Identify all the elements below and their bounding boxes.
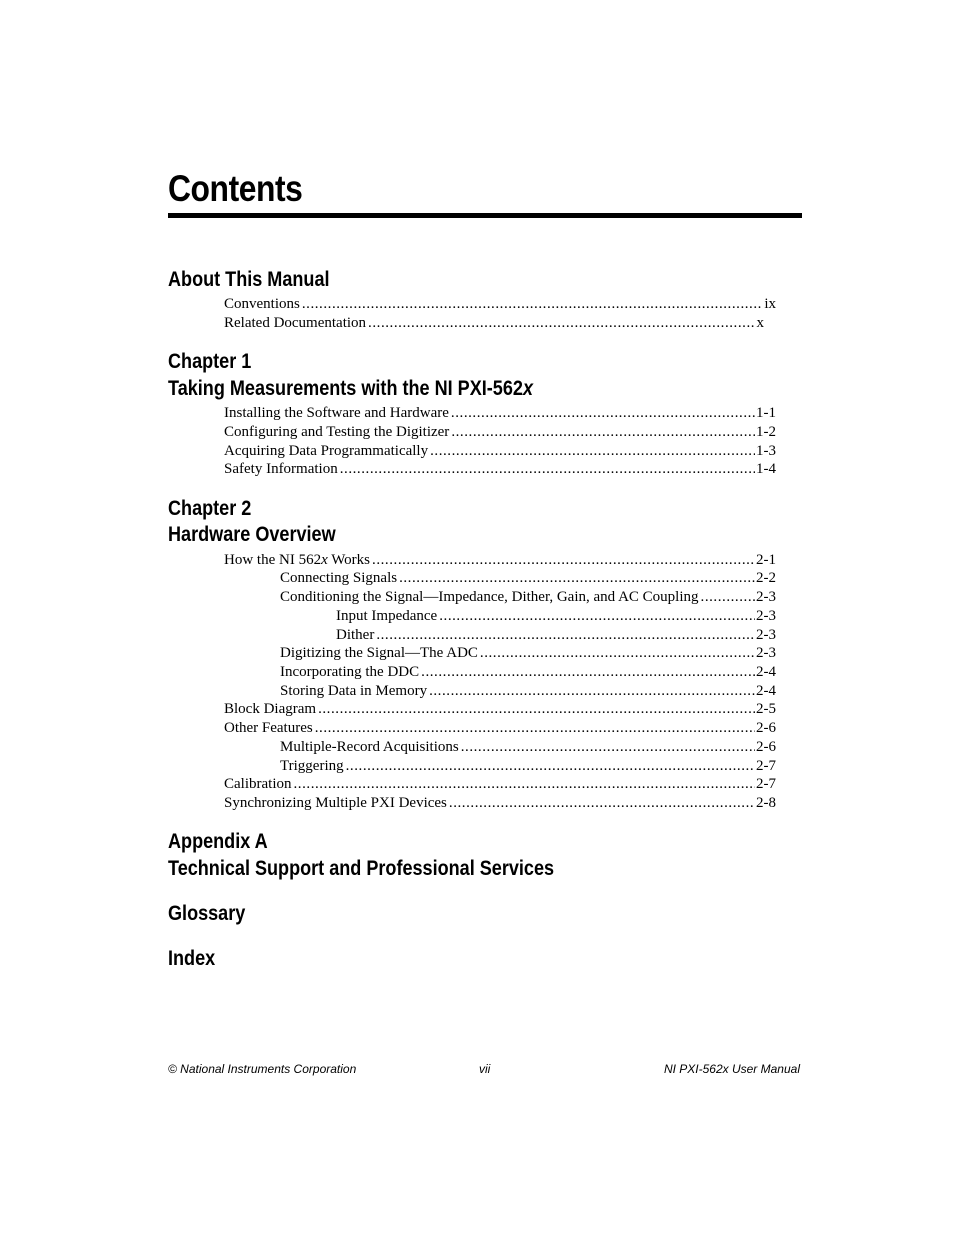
toc-entry[interactable] bbox=[224, 295, 776, 314]
leader-dots bbox=[294, 775, 756, 794]
toc-entry[interactable] bbox=[280, 757, 776, 776]
toc-entry-label: Triggering bbox=[280, 758, 344, 774]
section-heading-index: Index bbox=[168, 947, 216, 970]
leader-dots bbox=[340, 460, 755, 479]
leader-dots bbox=[480, 644, 755, 663]
footer-page-number: vii bbox=[479, 1062, 491, 1076]
leader-dots bbox=[318, 700, 755, 719]
toc-entry-page: 1-1 bbox=[756, 405, 776, 421]
leader-dots bbox=[376, 626, 755, 645]
toc-entry-label: Block Diagram bbox=[224, 701, 317, 717]
toc-entry-page: x bbox=[756, 315, 764, 331]
toc-entry-page: 1-2 bbox=[756, 424, 776, 440]
leader-dots bbox=[429, 682, 755, 701]
toc-entry-page: 2-6 bbox=[756, 720, 776, 736]
section-heading-chapter-2: Hardware Overview bbox=[168, 523, 336, 546]
toc-entry[interactable] bbox=[224, 700, 776, 719]
toc-entry-label: Acquiring Data Programmatically bbox=[224, 443, 429, 459]
leader-dots bbox=[399, 569, 755, 588]
leader-dots bbox=[372, 551, 755, 570]
toc-entry-label: Calibration bbox=[224, 776, 292, 792]
toc-entry[interactable] bbox=[224, 423, 776, 442]
appendix-label-a: Appendix A bbox=[168, 830, 268, 853]
toc-entry-label: Related Documentation bbox=[224, 315, 367, 331]
toc-entry[interactable] bbox=[280, 682, 776, 701]
toc-entry-page: 2-4 bbox=[756, 664, 776, 680]
toc-entry-page: 1-4 bbox=[756, 461, 776, 477]
toc-entry[interactable] bbox=[280, 644, 776, 663]
leader-dots bbox=[368, 314, 755, 333]
leader-dots bbox=[461, 738, 755, 757]
toc-entry-page: 2-3 bbox=[756, 589, 776, 605]
toc-entry-label: Installing the Software and Hardware bbox=[224, 405, 449, 421]
toc-entry[interactable] bbox=[280, 663, 776, 682]
leader-dots bbox=[451, 404, 755, 423]
toc-entry-label: Connecting Signals bbox=[280, 570, 398, 586]
toc-entry-label: Incorporating the DDC bbox=[280, 664, 420, 680]
chapter-label-2: Chapter 2 bbox=[168, 497, 252, 520]
toc-entry[interactable] bbox=[280, 569, 776, 588]
toc-entry-label: Multiple-Record Acquisitions bbox=[280, 739, 459, 755]
toc-entry-label: Digitizing the Signal—The ADC bbox=[280, 645, 478, 661]
toc-entry-label: Storing Data in Memory bbox=[280, 683, 428, 699]
toc-entry-label: Dither bbox=[336, 627, 375, 643]
leader-dots bbox=[346, 757, 755, 776]
toc-entry-page: 2-8 bbox=[756, 795, 776, 811]
leader-dots bbox=[439, 607, 755, 626]
footer-copyright: © National Instruments Corporation bbox=[168, 1062, 357, 1076]
leader-dots bbox=[449, 794, 755, 813]
toc-entry-page: 2-7 bbox=[756, 758, 776, 774]
toc-entry[interactable] bbox=[224, 460, 776, 479]
toc-entry-page: 2-5 bbox=[756, 701, 776, 717]
toc-entry-label: Input Impedance bbox=[336, 608, 438, 624]
toc-entry-page: 2-6 bbox=[756, 739, 776, 755]
leader-dots bbox=[430, 442, 755, 461]
toc-entry[interactable] bbox=[336, 626, 776, 645]
toc-entry[interactable] bbox=[224, 719, 776, 738]
toc-entry[interactable] bbox=[224, 551, 776, 570]
toc-entry[interactable] bbox=[224, 404, 776, 423]
section-heading-glossary: Glossary bbox=[168, 902, 246, 925]
toc-entry[interactable] bbox=[224, 442, 776, 461]
toc-entry[interactable] bbox=[224, 314, 764, 333]
toc-entry[interactable] bbox=[280, 738, 776, 757]
toc-entry-page: 2-7 bbox=[756, 776, 776, 792]
footer-manual-title: NI PXI-562x User Manual bbox=[663, 1062, 800, 1076]
section-heading-appendix-a: Technical Support and Professional Services bbox=[168, 857, 555, 880]
toc-entry-page: 2-1 bbox=[756, 552, 776, 568]
toc-entry-label: Synchronizing Multiple PXI Devices bbox=[224, 795, 447, 811]
toc-entry-page: 2-3 bbox=[756, 608, 776, 624]
toc-entry-label: Conditioning the Signal—Impedance, Dither, Gain, and AC Coupling bbox=[280, 589, 699, 605]
leader-dots bbox=[421, 663, 755, 682]
toc-entry-page: 2-2 bbox=[756, 570, 776, 586]
toc-entry-page: 2-3 bbox=[756, 645, 776, 661]
toc-entry-label: Conventions bbox=[224, 296, 300, 312]
chapter-label-1: Chapter 1 bbox=[168, 350, 252, 373]
toc-entry-page: 1-3 bbox=[756, 443, 776, 459]
toc-entry-label: Configuring and Testing the Digitizer bbox=[224, 424, 450, 440]
toc-entry-label: Other Features bbox=[224, 720, 313, 736]
toc-entry[interactable] bbox=[280, 588, 776, 607]
title-rule bbox=[168, 213, 802, 218]
toc-entry[interactable] bbox=[224, 794, 776, 813]
toc-entry-page: 2-4 bbox=[756, 683, 776, 699]
toc-entry-label: Safety Information bbox=[224, 461, 338, 477]
toc-entry-label: How the NI 562x Works bbox=[224, 552, 371, 568]
leader-dots bbox=[701, 588, 755, 607]
toc-entry[interactable] bbox=[336, 607, 776, 626]
toc-entry-page: 2-3 bbox=[756, 627, 776, 643]
leader-dots bbox=[315, 719, 755, 738]
page-title: Contents bbox=[168, 168, 303, 209]
toc-entry-page: ix bbox=[764, 296, 776, 312]
section-heading-about: About This Manual bbox=[168, 268, 330, 291]
leader-dots bbox=[451, 423, 755, 442]
leader-dots bbox=[302, 295, 763, 314]
toc-entry[interactable] bbox=[224, 775, 776, 794]
section-heading-chapter-1: Taking Measurements with the NI PXI-562x bbox=[168, 377, 534, 400]
